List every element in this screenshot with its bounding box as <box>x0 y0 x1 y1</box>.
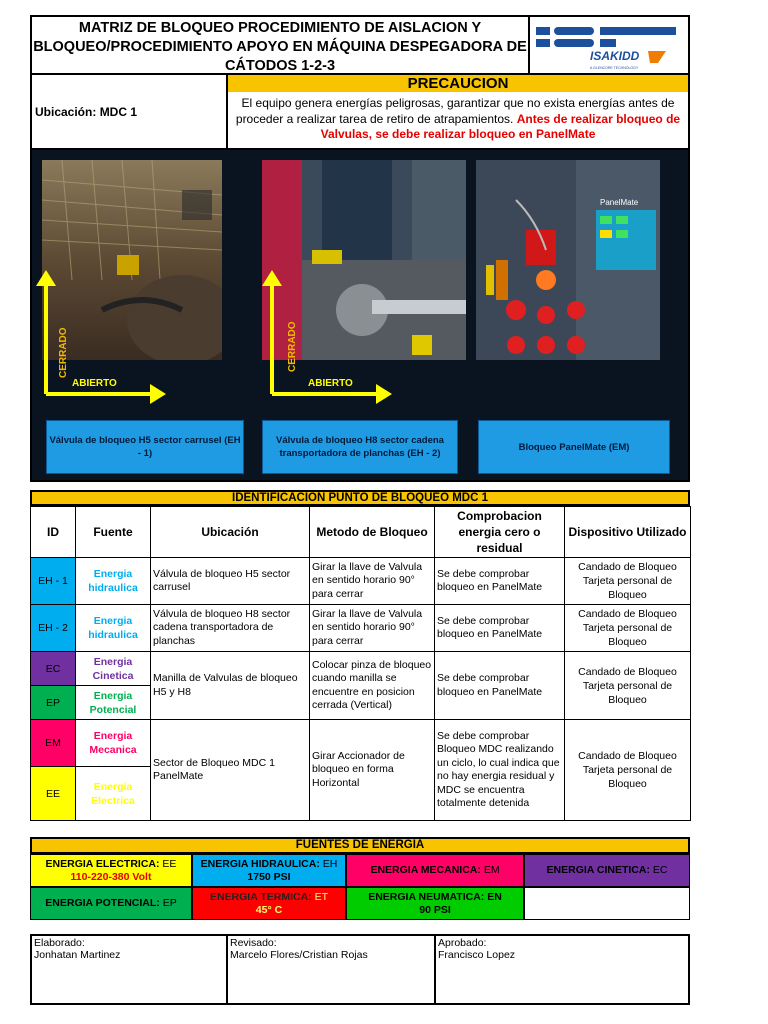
row-id: EE <box>31 767 76 821</box>
fuente-code: EE <box>162 857 177 870</box>
caption-panelmate: Bloqueo PanelMate (EM) <box>478 420 670 474</box>
col-header-fuente: Fuente <box>76 507 151 558</box>
fuente-empty <box>524 887 690 920</box>
logo-sub-text: ISAKIDD <box>590 49 640 63</box>
identification-table <box>30 506 691 821</box>
table-row <box>31 652 691 686</box>
location-value: MDC 1 <box>99 104 138 119</box>
caption-valve-h8: Válvula de bloqueo H8 sector cadena transportadora de planchas (EH - 2) <box>262 420 458 474</box>
fuente-label: ENERGIA CINETICA: <box>546 864 650 876</box>
row-comprobacion: Se debe comprobar bloqueo en PanelMate <box>435 652 565 720</box>
row-ubicacion: Manilla de Valvulas de bloqueo H5 y H8 <box>151 652 310 720</box>
col-header-id: ID <box>31 507 76 558</box>
precaution-text <box>232 96 684 143</box>
photo-panel <box>30 150 690 482</box>
precaution-warning: Antes de realizar bloqueo de Valvulas, se debe realizar bloqueo en PanelMate <box>320 111 681 141</box>
row-metodo: Girar la llave de Valvula en sentido horario 90° para cerrar <box>310 605 435 652</box>
col-header-ubicacion: Ubicación <box>151 507 310 558</box>
fuente-code: EH <box>322 857 338 870</box>
fuente-code: EC <box>652 864 668 876</box>
fuente-neumatica <box>346 887 524 920</box>
caption-valve-h5: Válvula de bloqueo H5 sector carrusel (EH - 1) <box>46 420 244 474</box>
table-row <box>31 605 691 652</box>
fuente-label: ENERGIA ELECTRICA: <box>45 857 160 870</box>
col-header-dispositivo: Dispositivo Utilizado <box>565 507 691 558</box>
fuente-label: ENERGIA TERMICA: <box>209 890 312 903</box>
row-metodo: Girar la llave de Valvula en sentido horario 90° para cerrar <box>310 558 435 605</box>
label-closed: CERRADO <box>287 321 298 372</box>
fuente-label: ENERGIA HIDRAULICA: <box>200 857 320 870</box>
fuente-code: EP <box>162 897 177 909</box>
fuente-code: ET <box>314 890 329 903</box>
fuente-value: 1750 PSI <box>247 870 291 883</box>
row-fuente: Energia Potencial <box>76 686 151 720</box>
arrow-up-icon <box>36 270 56 286</box>
fuente-label: ENERGIA POTENCIAL: <box>45 897 160 909</box>
elaborado-label: Elaborado: <box>34 937 85 949</box>
table-row <box>31 720 691 767</box>
panelmate-brand: PanelMate <box>600 198 639 207</box>
row-comprobacion: Se debe comprobar bloqueo en PanelMate <box>435 605 565 652</box>
row-ubicacion: Válvula de bloqueo H8 sector cadena transportadora de planchas <box>151 605 310 652</box>
revisado-name: Marcelo Flores/Cristian Rojas <box>230 949 368 961</box>
fuente-code: EM <box>483 864 500 876</box>
arrow-right-icon <box>376 384 392 404</box>
row-id: EM <box>31 720 76 767</box>
signature-aprobado <box>434 934 690 1005</box>
aprobado-name: Francisco Lopez <box>438 949 516 961</box>
fuente-hidraulica <box>192 854 346 887</box>
fuente-potencial <box>30 887 192 920</box>
identification-title: IDENTIFICACION PUNTO DE BLOQUEO MDC 1 <box>30 490 690 506</box>
row-comprobacion: Se debe comprobar Bloqueo MDC realizando un ciclo, lo cual indica que no hay energia residual y MDC se encuentra totalmente detenida <box>435 720 565 821</box>
document-title: MATRIZ DE BLOQUEO PROCEDIMIENTO DE AISLACION Y BLOQUEO/PROCEDIMIENTO APOYO EN MÁQUINA DESPEGADORA DE CÁTODOS 1-2-3 <box>30 15 528 75</box>
label-open: ABIERTO <box>72 378 117 389</box>
fuente-label: ENERGIA NEUMATICA: <box>368 890 485 903</box>
precaution-box <box>228 75 690 150</box>
fuente-termica <box>192 887 346 920</box>
location-label: Ubicación: <box>35 104 97 119</box>
logo-tagline: A GLENCORE TECHNOLOGY <box>590 66 639 70</box>
elaborado-name: Jonhatan Martinez <box>34 949 121 961</box>
fuente-value: 110-220-380 Volt <box>70 870 152 883</box>
company-logo <box>528 15 690 75</box>
revisado-label: Revisado: <box>230 937 277 949</box>
row-id: EH - 1 <box>31 558 76 605</box>
label-open: ABIERTO <box>308 378 353 389</box>
location-cell <box>30 75 228 150</box>
icl-logo-icon <box>530 17 688 73</box>
arrow-right-icon <box>150 384 166 404</box>
label-closed: CERRADO <box>58 327 69 378</box>
row-dispositivo: Candado de Bloqueo Tarjeta personal de Bloqueo <box>565 558 691 605</box>
row-fuente: Energia hidraulica <box>76 605 151 652</box>
row-fuente: Energia hidraulica <box>76 558 151 605</box>
row-fuente: Energia Cinetica <box>76 652 151 686</box>
fuente-value: 90 PSI <box>419 903 451 916</box>
signature-revisado <box>226 934 436 1005</box>
row-metodo: Girar Accionador de bloqueo en forma Horizontal <box>310 720 435 821</box>
row-dispositivo: Candado de Bloqueo Tarjeta personal de Bloqueo <box>565 605 691 652</box>
row-dispositivo: Candado de Bloqueo Tarjeta personal de Bloqueo <box>565 652 691 720</box>
row-metodo: Colocar pinza de bloqueo cuando manilla se encuentre en posicion cerrada (Vertical) <box>310 652 435 720</box>
row-comprobacion: Se debe comprobar bloqueo en PanelMate <box>435 558 565 605</box>
signature-elaborado <box>30 934 228 1005</box>
col-header-comprobacion: Comprobacion energia cero o residual <box>435 507 565 558</box>
row-dispositivo: Candado de Bloqueo Tarjeta personal de Bloqueo <box>565 720 691 821</box>
row-id: EC <box>31 652 76 686</box>
row-id: EP <box>31 686 76 720</box>
fuente-mecanica <box>346 854 524 887</box>
row-ubicacion: Sector de Bloqueo MDC 1 PanelMate <box>151 720 310 821</box>
row-fuente: Energia Electrica <box>76 767 151 821</box>
fuente-electrica <box>30 854 192 887</box>
aprobado-label: Aprobado: <box>438 937 487 949</box>
fuente-code: EN <box>487 890 502 903</box>
fuente-cinetica <box>524 854 690 887</box>
arrow-up-icon <box>262 270 282 286</box>
precaution-body: El equipo genera energías peligrosas, garantizar que no exista energías antes de proceder a realizar tarea de retiro de atrapamientos. <box>235 96 675 126</box>
table-row <box>31 558 691 605</box>
col-header-metodo: Metodo de Bloqueo <box>310 507 435 558</box>
row-fuente: Energia Mecanica <box>76 720 151 767</box>
fuente-value: 45° C <box>255 903 283 916</box>
fuente-label: ENERGIA MECANICA: <box>370 864 481 876</box>
table-header-row <box>31 507 691 558</box>
row-ubicacion: Válvula de bloqueo H5 sector carrusel <box>151 558 310 605</box>
precaution-title: PRECAUCION <box>228 75 688 92</box>
fuentes-title: FUENTES DE ENERGIA <box>30 837 690 854</box>
row-id: EH - 2 <box>31 605 76 652</box>
